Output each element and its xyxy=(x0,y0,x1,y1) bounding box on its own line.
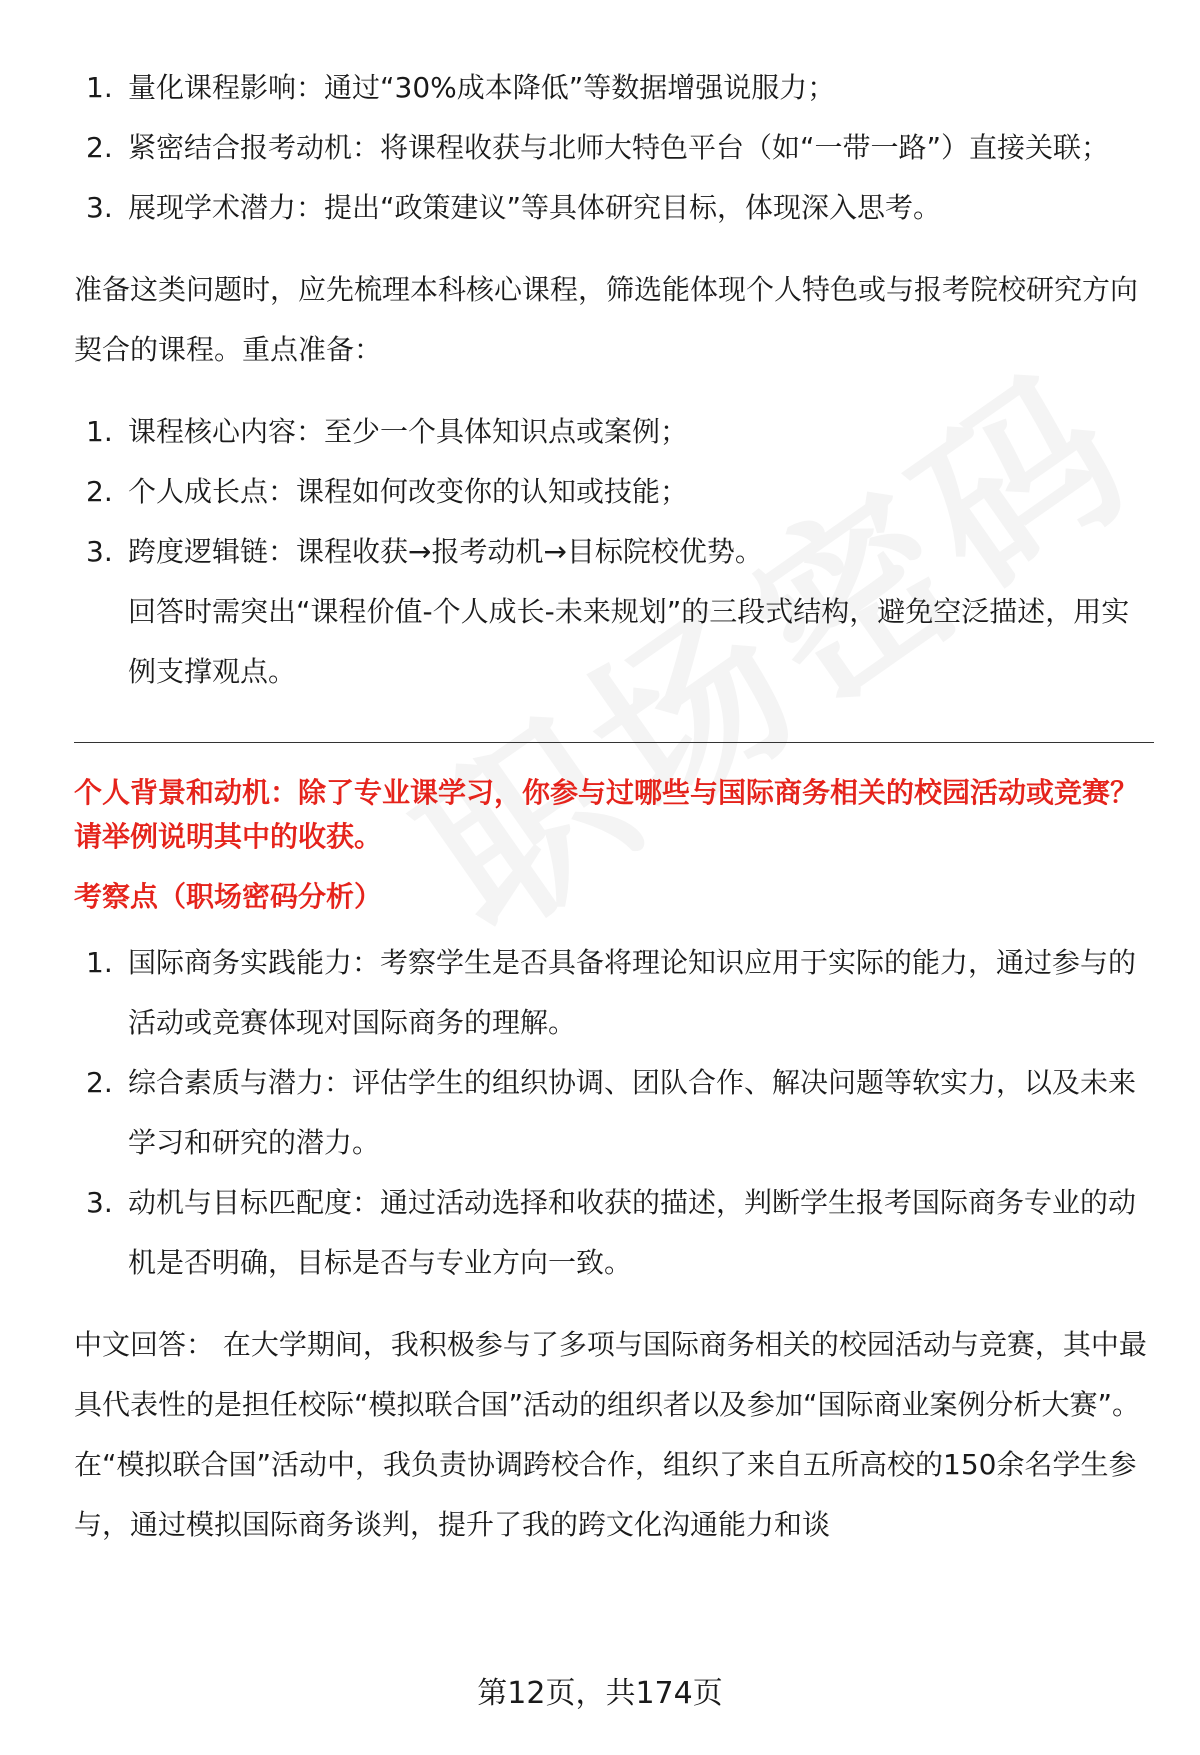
list-text: 课程核心内容：至少一个具体知识点或案例； xyxy=(128,415,689,448)
list-item xyxy=(74,1053,1154,1173)
prepare-list xyxy=(74,402,1154,702)
list-text: 个人成长点：课程如何改变你的认知或技能； xyxy=(128,475,689,508)
list-number: 1. xyxy=(86,415,113,448)
list-text: 国际商务实践能力：考察学生是否具备将理论知识应用于实际的能力，通过参与的活动或竞赛体现对国际商务的理解。 xyxy=(128,946,1137,1039)
list-item xyxy=(74,402,1154,462)
list-text: 综合素质与潜力：评估学生的组织协调、团队合作、解决问题等软实力，以及未来学习和研究的潜力。 xyxy=(128,1066,1137,1159)
list-number: 2. xyxy=(86,1066,113,1099)
list-text: 量化课程影响：通过“30%成本降低”等数据增强说服力； xyxy=(128,71,836,104)
list-item xyxy=(74,178,1154,238)
list-item xyxy=(74,58,1154,118)
list-number: 1. xyxy=(86,71,113,104)
list-text: 动机与目标匹配度：通过活动选择和收获的描述，判断学生报考国际商务专业的动机是否明确，目标是否与专业方向一致。 xyxy=(128,1186,1137,1279)
list-text: 紧密结合报考动机：将课程收获与北师大特色平台（如“一带一路”）直接关联； xyxy=(128,131,1110,164)
list-note: 回答时需突出“课程价值-个人成长-未来规划”的三段式结构，避免空泛描述，用实例支撑观点。 xyxy=(128,595,1130,688)
page-content xyxy=(74,58,1154,1555)
list-item xyxy=(74,1173,1154,1293)
list-text: 展现学术潜力：提出“政策建议”等具体研究目标，体现深入思考。 xyxy=(128,191,942,224)
list-item xyxy=(74,462,1154,522)
list-number: 3. xyxy=(86,1186,113,1219)
section-divider xyxy=(74,742,1154,743)
list-number: 3. xyxy=(86,191,113,224)
page-number: 第12页，共174页 xyxy=(477,1676,723,1711)
list-number: 2. xyxy=(86,475,113,508)
exam-point-title: 考察点（职场密码分析） xyxy=(74,880,383,913)
question-heading: 个人背景和动机：除了专业课学习，你参与过哪些与国际商务相关的校园活动或竞赛？请举例说明其中的收获。 xyxy=(74,776,1139,853)
prepare-paragraph: 准备这类问题时，应先梳理本科核心课程，筛选能体现个人特色或与报考院校研究方向契合的课程。重点准备： xyxy=(74,273,1139,366)
list-item xyxy=(74,933,1154,1053)
list-number: 3. xyxy=(86,535,113,568)
list-item xyxy=(74,118,1154,178)
list-number: 2. xyxy=(86,131,113,164)
exam-point-list xyxy=(74,933,1154,1293)
list-text: 跨度逻辑链：课程收获→报考动机→目标院校优势。 xyxy=(128,535,763,568)
list-item xyxy=(74,522,1154,582)
answer-paragraph: 中文回答： 在大学期间，我积极参与了多项与国际商务相关的校园活动与竞赛，其中最具代表性的是担任校际“模拟联合国”活动的组织者以及参加“国际商业案例分析大赛”。在“模拟联合国”活动中，我负责协调跨校合作，组织了来自五所高校的150余名学生参与，通过模拟国际商务谈判，提升了我的跨文化沟通能力和谈 xyxy=(74,1328,1147,1541)
list-number: 1. xyxy=(86,946,113,979)
tips-list xyxy=(74,58,1154,238)
